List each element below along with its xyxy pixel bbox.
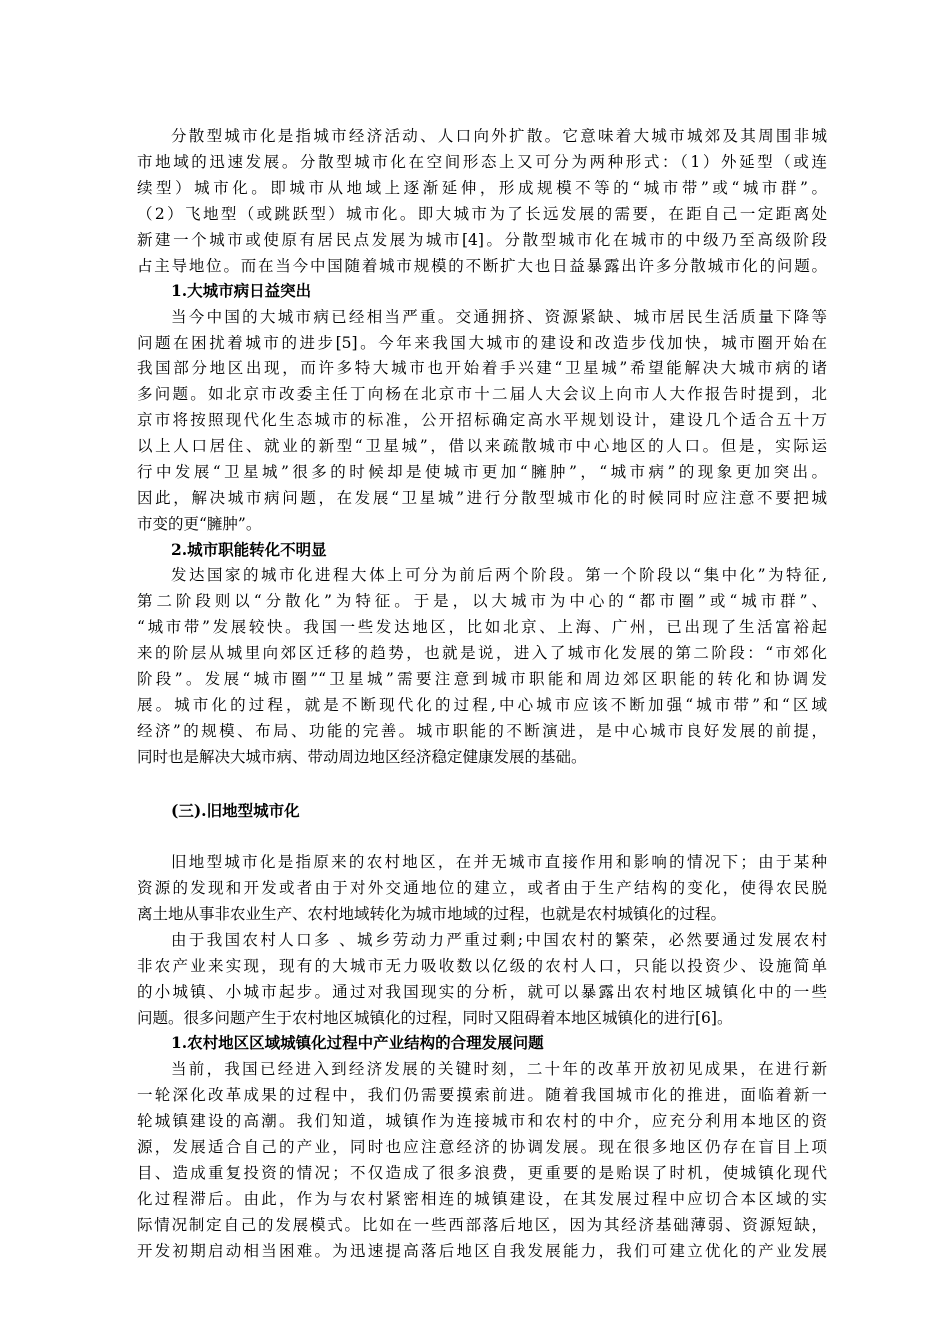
paragraph-line: 市地域的迅速发展。分散型城市化在空间形态上又可分为两种形式：（1）外延型（或连 (137, 153, 827, 171)
paragraph-line: 占主导地位。而在当今中国随着城市规模的不断扩大也日益暴露出许多分散城市化的问题。 (137, 257, 827, 275)
paragraph-line: 问题。很多问题产生于农村地区城镇化的过程，同时又阻碍着本地区城镇化的进行[6]。 (137, 1009, 733, 1027)
paragraph-line: 同时也是解决大城市病、带动周边地区经济稳定健康发展的基础。 (137, 748, 587, 766)
paragraph-line: 旧地型城市化是指原来的农村地区，在并无城市直接作用和影响的情况下；由于某种 (171, 853, 827, 871)
paragraph-line: 阶段”。发展“城市圈”“卫星城”需要注意到城市职能和周边郊区职能的转化和协调发 (137, 670, 827, 688)
paragraph-line: 京市将按照现代化生态城市的标准，公开招标确定高水平规划设计，建设几个适合五十万 (137, 411, 827, 429)
paragraph-line: 我国部分地区出现，而许多特大城市也开始着手兴建“卫星城”希望能解决大城市病的诸 (137, 359, 827, 377)
paragraph-line: 行中发展“卫星城”很多的时候却是使城市更加“臃肿”，“城市病”的现象更加突出。 (137, 463, 827, 481)
paragraph-line: 以上人口居住、就业的新型“卫星城”，借以来疏散城市中心地区的人口。但是，实际运 (137, 437, 827, 455)
paragraph-line: 分散型城市化是指城市经济活动、人口向外扩散。它意味着大城市城郊及其周围非城 (171, 127, 827, 145)
paragraph-line: 化过程滞后。由此，作为与农村紧密相连的城镇建设，在其发展过程中应切合本区域的实 (137, 1190, 827, 1208)
paragraph-line: 当今中国的大城市病已经相当严重。交通拥挤、资源紧缺、城市居民生活质量下降等 (171, 308, 827, 326)
paragraph-line: 经济”的规模、布局、功能的完善。城市职能的不断演进，是中心城市良好发展的前提， (137, 722, 827, 740)
paragraph-line: 目、造成重复投资的情况；不仅造成了很多浪费，更重要的是贻误了时机，使城镇化现代 (137, 1164, 827, 1182)
paragraph-line: 续型）城市化。即城市从地域上逐渐延伸，形成规模不等的“城市带”或“城市群”。 (137, 179, 827, 197)
paragraph-line: 源，发展适合自己的产业，同时也应注意经济的协调发展。现在很多地区仍存在盲目上项 (137, 1138, 827, 1156)
paragraph-line: 发达国家的城市化进程大体上可分为前后两个阶段。第一个阶段以“集中化”为特征, (171, 566, 827, 584)
paragraph-line: 际情况制定自己的发展模式。比如在一些西部落后地区，因为其经济基础薄弱、资源短缺， (137, 1216, 827, 1234)
paragraph-line: 轮城镇建设的高潮。我们知道，城镇作为连接城市和农村的中介，应充分利用本地区的资 (137, 1112, 827, 1130)
paragraph-line: 多问题。如北京市改委主任丁向杨在北京市十二届人大会议上向市人大作报告时提到，北 (137, 385, 827, 403)
paragraph-line: 一轮深化改革成果的过程中，我们仍需要摸索前进。随着我国城市化的推进，面临着新一 (137, 1086, 827, 1104)
section-heading: 1.大城市病日益突出 (171, 281, 312, 300)
paragraph-line: 资源的发现和开发或者由于对外交通地位的建立，或者由于生产结构的变化，使得农民脱 (137, 879, 827, 897)
paragraph-line: 新建一个城市或使原有居民点发展为城市[4]。分散型城市化在城市的中级乃至高级阶段 (137, 231, 827, 249)
section-heading: (三).旧地型城市化 (171, 801, 300, 820)
paragraph-line: 第二阶段则以“分散化”为特征。于是，以大城市为中心的“都市圈”或“城市群”、 (137, 592, 827, 610)
paragraph-line: “城市带”发展较快。我国一些发达地区，比如北京、上海、广州，已出现了生活富裕起 (137, 618, 827, 636)
paragraph-line: 问题在困扰着城市的进步[5]。今年来我国大城市的建设和改造步伐加快，城市圈开始在 (137, 334, 827, 352)
paragraph-line: （2）飞地型（或跳跃型）城市化。即大城市为了长远发展的需要，在距自己一定距离处 (137, 205, 827, 223)
section-heading: 1.农村地区区域城镇化过程中产业结构的合理发展问题 (171, 1033, 544, 1052)
paragraph-line: 市变的更“臃肿”。 (137, 515, 262, 533)
paragraph-line: 由于我国农村人口多 、城乡劳动力严重过剩;中国农村的繁荣，必然要通过发展农村 (171, 931, 827, 949)
paragraph-line: 开发初期启动相当困难。为迅速提高落后地区自我发展能力，我们可建立优化的产业发展 (137, 1242, 827, 1260)
paragraph-line: 来的阶层从城里向郊区迁移的趋势，也就是说，进入了城市化发展的第二阶段：“市郊化 (137, 644, 827, 662)
paragraph-line: 离土地从事非农业生产、农村地域转化为城市地域的过程，也就是农村城镇化的过程。 (137, 905, 727, 923)
paragraph-line: 展。城市化的过程，就是不断现代化的过程,中心城市应该不断加强“城市带”和“区域 (137, 696, 827, 714)
paragraph-line: 当前，我国已经进入到经济发展的关键时刻，二十年的改革开放初见成果，在进行新 (171, 1060, 827, 1078)
section-heading: 2.城市职能转化不明显 (171, 540, 327, 559)
paragraph-line: 的小城镇、小城市起步。通过对我国现实的分析，就可以暴露出农村地区城镇化中的一些 (137, 983, 827, 1001)
paragraph-line: 因此，解决城市病问题，在发展“卫星城”进行分散型城市化的时候同时应注意不要把城 (137, 489, 827, 507)
paragraph-line: 非农产业来实现，现有的大城市无力吸收数以亿级的农村人口，只能以投资少、设施简单 (137, 957, 827, 975)
